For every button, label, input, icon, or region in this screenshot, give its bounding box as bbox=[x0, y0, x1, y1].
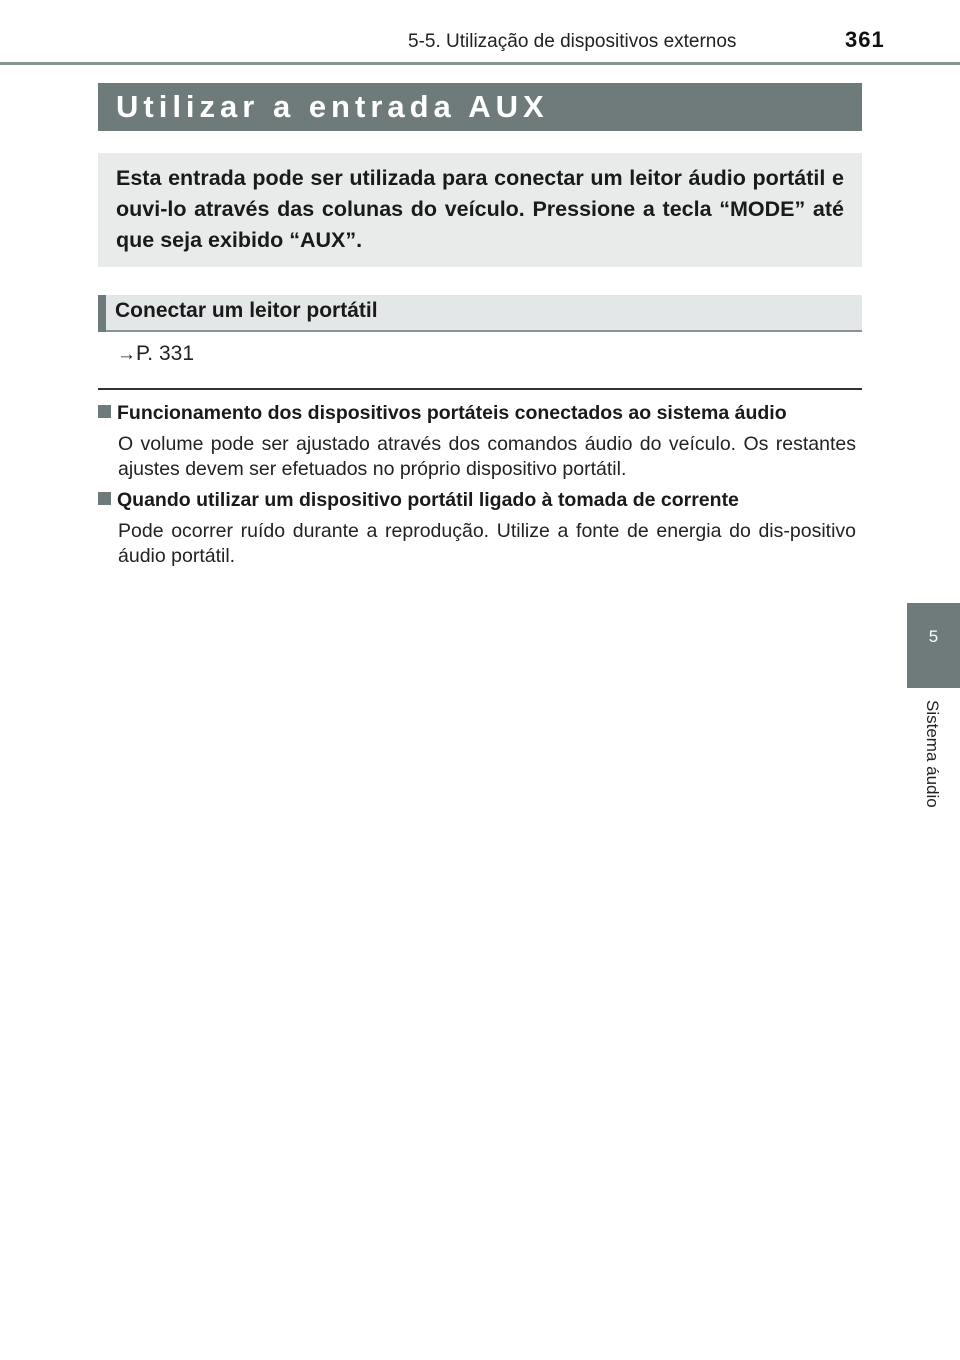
note-heading-text: Quando utilizar um dispositivo portátil ligado à tomada de corrente bbox=[117, 489, 739, 511]
square-bullet-icon bbox=[98, 492, 111, 505]
subsection-accent bbox=[98, 295, 106, 332]
page-title: Utilizar a entrada AUX bbox=[116, 89, 549, 124]
page-reference-text: P. 331 bbox=[136, 342, 195, 365]
notes-divider bbox=[98, 388, 862, 390]
chapter-title: Sistema áudio bbox=[923, 700, 942, 808]
chapter-number: 5 bbox=[928, 627, 939, 646]
subsection-bar bbox=[98, 295, 862, 332]
note-heading-text: Funcionamento dos dispositivos portáteis conectados ao sistema áudio bbox=[117, 402, 787, 424]
intro-box bbox=[98, 153, 862, 267]
page-number: 361 bbox=[845, 27, 885, 52]
note-heading bbox=[98, 489, 739, 512]
note-heading bbox=[98, 402, 787, 425]
page-reference[interactable] bbox=[117, 342, 194, 366]
page-header bbox=[0, 0, 960, 70]
subsection-title: Conectar um leitor portátil bbox=[115, 299, 378, 322]
page-title-bar bbox=[98, 83, 862, 131]
chapter-tab bbox=[907, 603, 960, 688]
arrow-right-icon: → bbox=[117, 344, 136, 365]
header-divider bbox=[0, 62, 960, 65]
intro-text: Esta entrada pode ser utilizada para conectar um leitor áudio portátil e ouvi-lo através das colunas do veículo. Pressione a tecla “MODE” até que seja exibido “AUX”. bbox=[116, 166, 844, 252]
square-bullet-icon bbox=[98, 405, 111, 418]
note-body: O volume pode ser ajustado através dos comandos áudio do veículo. Os restantes ajustes devem ser efetuados no próprio dispositivo portátil. bbox=[118, 433, 856, 480]
section-title: 5-5. Utilização de dispositivos externos bbox=[408, 31, 737, 52]
note-body: Pode ocorrer ruído durante a reprodução. Utilize a fonte de energia do dis-positivo áudio portátil. bbox=[118, 520, 856, 567]
